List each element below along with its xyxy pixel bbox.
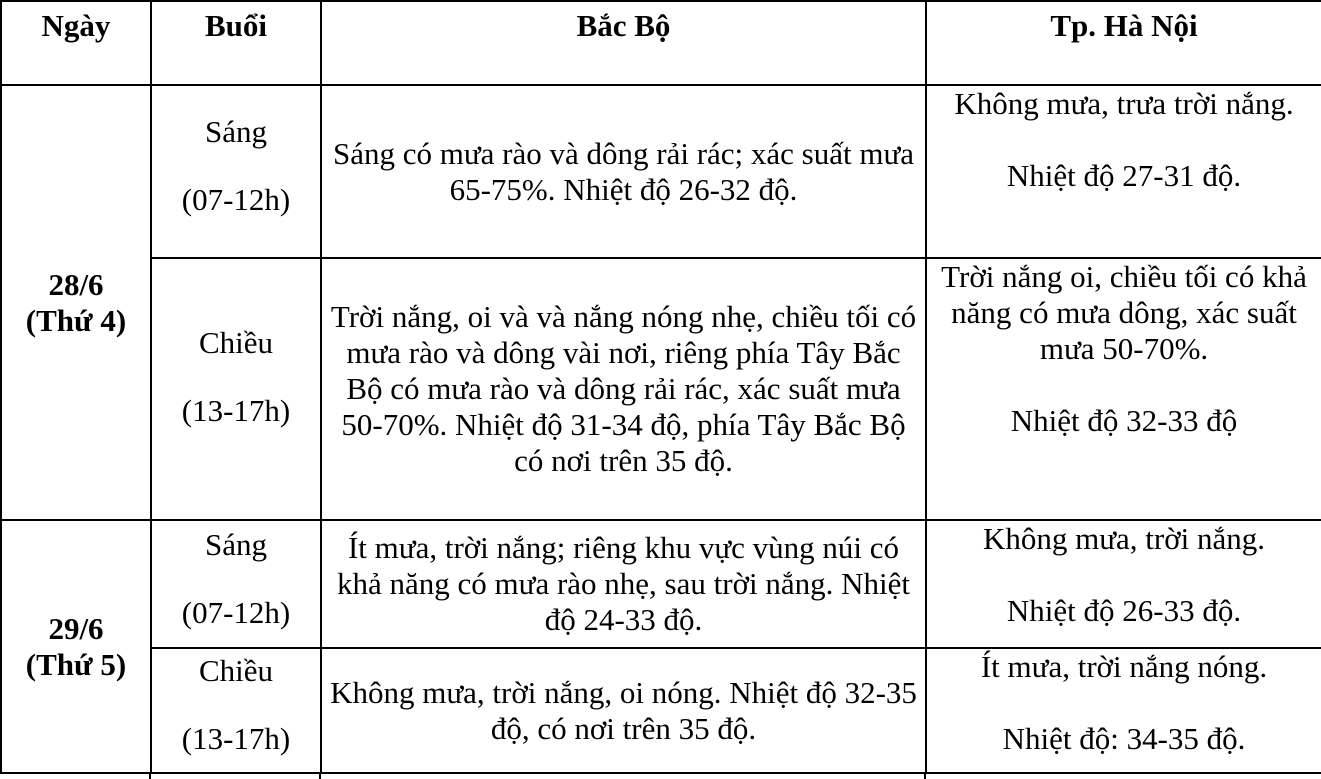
next-row-edge (0, 774, 1321, 779)
hanoi-temp: Nhiệt độ 27-31 độ. (1006, 158, 1242, 193)
header-north: Bắc Bộ (321, 1, 926, 85)
session-cell (151, 648, 321, 773)
day-cell (1, 85, 151, 520)
north-forecast: Sáng có mưa rào và dông rải rác; xác suất mưa 65-75%. Nhiệt độ 26-32 độ. (321, 85, 926, 258)
hanoi-temp: Nhiệt độ: 34-35 độ. (1002, 721, 1246, 756)
hanoi-forecast (926, 648, 1321, 773)
table-row (1, 85, 1321, 258)
session-hours: (07-12h) (181, 182, 291, 217)
hanoi-weather: Trời nắng oi, chiều tối có khả năng có mưa dông, xác suất mưa 50-70%. (941, 259, 1307, 366)
header-hanoi: Tp. Hà Nội (926, 1, 1321, 85)
north-forecast: Trời nắng, oi và và nắng nóng nhẹ, chiều tối có mưa rào và dông vài nơi, riêng phía Tây Bắc Bộ có mưa rào và dông rải rác, xác suất mưa 50-70%. Nhiệt độ 31-34 độ, phía Tây Bắc Bộ có nơi trên 35 độ. (321, 258, 926, 520)
north-forecast: Không mưa, trời nắng, oi nóng. Nhiệt độ 32-35 độ, có nơi trên 35 độ. (321, 648, 926, 773)
day-date: 29/6 (48, 610, 104, 646)
hanoi-forecast (926, 85, 1321, 258)
header-session: Buổi (151, 1, 321, 85)
session-name: Chiều (198, 325, 274, 360)
hanoi-weather: Ít mưa, trời nắng nóng. (980, 649, 1268, 684)
hanoi-temp: Nhiệt độ 26-33 độ. (1006, 593, 1242, 628)
table-row (1, 520, 1321, 648)
day-cell (1, 520, 151, 773)
table-row (1, 648, 1321, 773)
header-day: Ngày (1, 1, 151, 85)
hanoi-forecast (926, 520, 1321, 648)
table-row (1, 258, 1321, 520)
session-hours: (13-17h) (181, 721, 291, 756)
session-cell (151, 85, 321, 258)
hanoi-weather: Không mưa, trời nắng. (982, 521, 1265, 556)
session-hours: (13-17h) (181, 393, 291, 428)
hanoi-weather: Không mưa, trưa trời nắng. (954, 86, 1294, 121)
day-weekday: (Thứ 5) (25, 646, 127, 682)
session-name: Chiều (198, 653, 274, 688)
session-name: Sáng (205, 527, 267, 562)
hanoi-forecast (926, 258, 1321, 520)
session-cell (151, 258, 321, 520)
session-cell (151, 520, 321, 648)
header-row (1, 1, 1321, 85)
session-name: Sáng (205, 114, 267, 149)
day-weekday: (Thứ 4) (25, 302, 127, 338)
north-forecast: Ít mưa, trời nắng; riêng khu vực vùng núi có khả năng có mưa rào nhẹ, sau trời nắng. Nhiệt độ 24-33 độ. (321, 520, 926, 648)
session-hours: (07-12h) (181, 595, 291, 630)
hanoi-temp: Nhiệt độ 32-33 độ (1010, 403, 1238, 438)
day-date: 28/6 (48, 266, 104, 302)
